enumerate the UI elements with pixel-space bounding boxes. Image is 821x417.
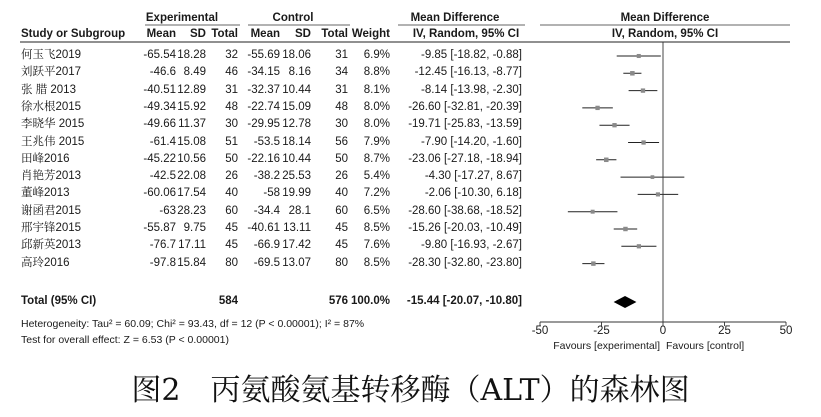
e-total-value: 50: [225, 152, 238, 165]
c-total-value: 50: [335, 152, 348, 165]
overall-effect-text: Test for overall effect: Z = 6.53 (P < 0.00001): [21, 334, 229, 346]
study-point-estimate: [591, 261, 595, 265]
c-sd-value: 25.53: [282, 170, 311, 183]
c-sd-value: 12.78: [282, 118, 311, 131]
e-total-value: 60: [225, 204, 238, 217]
c-total-value: 31: [335, 83, 348, 96]
ci-col-header: IV, Random, 95% CI: [412, 28, 520, 40]
study-name: 田峰2016: [21, 152, 70, 165]
ci-value: -7.90 [-14.20, -1.60]: [420, 135, 522, 148]
study-point-estimate: [595, 106, 599, 110]
e-sd-col-header: SD: [190, 28, 206, 40]
e-sd-value: 15.92: [177, 100, 206, 113]
c-total-col-header: Total: [321, 28, 348, 40]
plot-method-header: IV, Random, 95% CI: [611, 28, 719, 40]
e-sd-value: 12.89: [177, 83, 206, 96]
e-total-col-header: Total: [211, 28, 238, 40]
e-sd-value: 15.84: [177, 256, 206, 269]
total-e-value: 584: [218, 295, 238, 307]
e-mean-value: -49.66: [143, 118, 176, 131]
study-col-header: Study or Subgroup: [21, 28, 126, 40]
e-sd-value: 9.75: [183, 222, 206, 234]
c-mean-value: -66.9: [253, 239, 280, 252]
x-tick-label: -50: [531, 325, 549, 337]
c-total-value: 34: [335, 66, 348, 79]
study-point-estimate: [637, 54, 641, 58]
c-mean-value: -22.16: [247, 152, 280, 165]
ci-value: -9.85 [-18.82, -0.88]: [420, 49, 522, 61]
c-sd-value: 28.1: [288, 204, 311, 217]
weight-value: 6.9%: [363, 49, 390, 61]
c-sd-value: 13.11: [283, 222, 311, 234]
e-mean-value: -45.22: [143, 152, 176, 165]
study-point-estimate: [612, 123, 616, 127]
weight-value: 8.5%: [363, 256, 390, 269]
ci-value: -2.06 [-10.30, 6.18]: [424, 187, 522, 200]
c-total-value: 60: [335, 204, 348, 217]
c-total-value: 30: [335, 118, 348, 131]
total-c-value: 576: [328, 295, 348, 307]
c-total-value: 48: [335, 100, 348, 113]
e-mean-value: -49.34: [143, 100, 176, 113]
weight-value: 8.0%: [363, 100, 390, 113]
c-sd-value: 10.44: [282, 83, 311, 96]
study-name: 邱新英2013: [21, 239, 82, 252]
c-sd-value: 8.16: [288, 66, 311, 79]
e-total-value: 80: [225, 256, 238, 269]
total-label: Total (95% CI): [21, 295, 97, 307]
experimental-header: Experimental: [145, 12, 219, 24]
e-total-value: 46: [225, 66, 238, 79]
c-mean-value: -53.5: [253, 135, 280, 148]
weight-value: 8.7%: [363, 152, 390, 165]
pooled-estimate-diamond: [614, 296, 637, 308]
e-mean-value: -63: [159, 204, 176, 217]
weight-col-header: Weight: [351, 28, 390, 40]
study-point-estimate: [651, 175, 655, 179]
e-total-value: 48: [225, 100, 238, 113]
e-sd-value: 15.08: [177, 135, 206, 148]
c-sd-value: 17.42: [282, 239, 311, 252]
study-name: 王兆伟 2015: [21, 135, 85, 148]
e-sd-value: 17.54: [177, 187, 206, 200]
ci-value: -26.60 [-32.81, -20.39]: [408, 100, 522, 113]
c-mean-value: -22.74: [247, 100, 280, 113]
study-name: 谢函君2015: [21, 204, 82, 217]
e-total-value: 31: [225, 83, 238, 96]
study-point-estimate: [623, 227, 627, 231]
x-tick-label: 50: [779, 325, 793, 337]
e-mean-value: -42.5: [149, 170, 176, 183]
study-name: 肖艳芳2013: [21, 170, 82, 183]
md-header: Mean Difference: [410, 12, 500, 24]
e-total-value: 51: [225, 135, 238, 148]
c-sd-value: 10.44: [282, 152, 311, 165]
e-mean-value: -60.06: [143, 187, 176, 200]
e-total-value: 40: [225, 187, 238, 200]
weight-value: 8.0%: [363, 118, 390, 131]
weight-value: 8.1%: [363, 83, 390, 96]
e-mean-value: -76.7: [149, 239, 176, 252]
ci-value: -12.45 [-16.13, -8.77]: [414, 66, 522, 79]
c-total-value: 80: [335, 256, 348, 269]
weight-value: 7.6%: [363, 239, 390, 252]
control-header: Control: [272, 12, 314, 24]
ci-value: -28.30 [-32.80, -23.80]: [408, 256, 522, 269]
e-mean-value: -40.51: [143, 83, 176, 96]
c-sd-value: 15.09: [282, 100, 311, 113]
c-mean-value: -69.5: [253, 256, 280, 269]
study-point-estimate: [630, 71, 635, 76]
ci-value: -15.26 [-20.03, -10.49]: [408, 222, 522, 234]
weight-value: 6.5%: [363, 204, 390, 217]
x-tick-label: 25: [718, 325, 731, 337]
heterogeneity-text: Heterogeneity: Tau² = 60.09; Chi² = 93.43, df = 12 (P < 0.00001); I² = 87%: [21, 318, 365, 330]
e-sd-value: 22.08: [177, 170, 206, 183]
c-mean-value: -58: [263, 187, 280, 200]
study-point-estimate: [641, 140, 645, 144]
study-name: 何玉飞2019: [21, 49, 82, 61]
x-tick-label: 0: [659, 325, 667, 337]
e-total-value: 30: [225, 118, 238, 131]
c-mean-value: -40.61: [247, 222, 280, 234]
x-tick-label: -25: [593, 325, 610, 337]
study-name: 张 腊 2013: [21, 83, 76, 96]
study-point-estimate: [591, 210, 595, 214]
c-mean-value: -55.69: [247, 49, 280, 61]
study-point-estimate: [656, 192, 660, 196]
study-name: 董峰2013: [21, 187, 70, 200]
e-sd-value: 18.28: [177, 49, 206, 61]
e-mean-value: -55.87: [143, 222, 176, 234]
study-point-estimate: [641, 88, 645, 92]
c-mean-value: -34.4: [253, 204, 280, 217]
study-name: 刘跃平2017: [21, 66, 82, 79]
ci-value: -28.60 [-38.68, -18.52]: [408, 204, 522, 217]
weight-value: 5.4%: [363, 170, 390, 183]
c-sd-value: 18.14: [282, 135, 311, 148]
ci-value: -4.30 [-17.27, 8.67]: [424, 170, 522, 183]
total-ci-value: -15.44 [-20.07, -10.80]: [406, 295, 522, 307]
favours-left-label: Favours [experimental]: [553, 340, 660, 352]
c-total-value: 26: [335, 170, 348, 183]
e-mean-value: -65.54: [143, 49, 176, 61]
c-sd-value: 19.99: [282, 187, 311, 200]
total-weight-value: 100.0%: [350, 295, 390, 307]
study-point-estimate: [637, 244, 641, 248]
c-mean-value: -29.95: [247, 118, 280, 131]
weight-value: 7.9%: [363, 135, 390, 148]
md-plot-header: Mean Difference: [620, 12, 710, 24]
e-sd-value: 11.37: [178, 118, 206, 131]
c-total-value: 45: [335, 222, 348, 234]
e-total-value: 45: [225, 239, 238, 252]
weight-value: 8.5%: [363, 222, 390, 234]
study-name: 高玲2016: [21, 256, 70, 269]
c-sd-value: 18.06: [282, 49, 311, 61]
c-total-value: 45: [335, 239, 348, 252]
e-mean-value: -97.8: [149, 256, 176, 269]
e-mean-col-header: Mean: [146, 28, 176, 40]
e-sd-value: 17.11: [178, 239, 206, 252]
ci-value: -23.06 [-27.18, -18.94]: [408, 152, 522, 165]
c-sd-value: 13.07: [282, 256, 311, 269]
e-mean-value: -46.6: [149, 66, 176, 79]
study-name: 邢宇锋2015: [21, 222, 82, 234]
e-sd-value: 8.49: [183, 66, 206, 79]
c-mean-value: -32.37: [247, 83, 280, 96]
c-total-value: 31: [335, 49, 348, 61]
weight-value: 7.2%: [363, 187, 390, 200]
e-mean-value: -61.4: [149, 135, 176, 148]
c-mean-value: -34.15: [247, 66, 280, 79]
figure-caption: 图2 丙氨酸氨基转移酶（ALT）的森林图: [131, 373, 690, 408]
ci-value: -19.71 [-25.83, -13.59]: [408, 118, 522, 131]
e-sd-value: 10.56: [177, 152, 206, 165]
e-total-value: 32: [225, 49, 238, 61]
c-mean-value: -38.2: [253, 170, 280, 183]
e-total-value: 26: [225, 170, 238, 183]
favours-right-label: Favours [control]: [666, 340, 745, 352]
c-mean-col-header: Mean: [250, 28, 280, 40]
c-total-value: 56: [335, 135, 348, 148]
study-point-estimate: [604, 158, 608, 162]
e-sd-value: 28.23: [177, 204, 206, 217]
c-total-value: 40: [335, 187, 348, 200]
ci-value: -8.14 [-13.98, -2.30]: [420, 83, 522, 96]
c-sd-col-header: SD: [295, 28, 311, 40]
weight-value: 8.8%: [363, 66, 390, 79]
study-name: 李晓华 2015: [21, 118, 85, 131]
ci-value: -9.80 [-16.93, -2.67]: [420, 239, 522, 252]
study-name: 徐水根2015: [21, 100, 82, 113]
e-total-value: 45: [225, 222, 238, 234]
